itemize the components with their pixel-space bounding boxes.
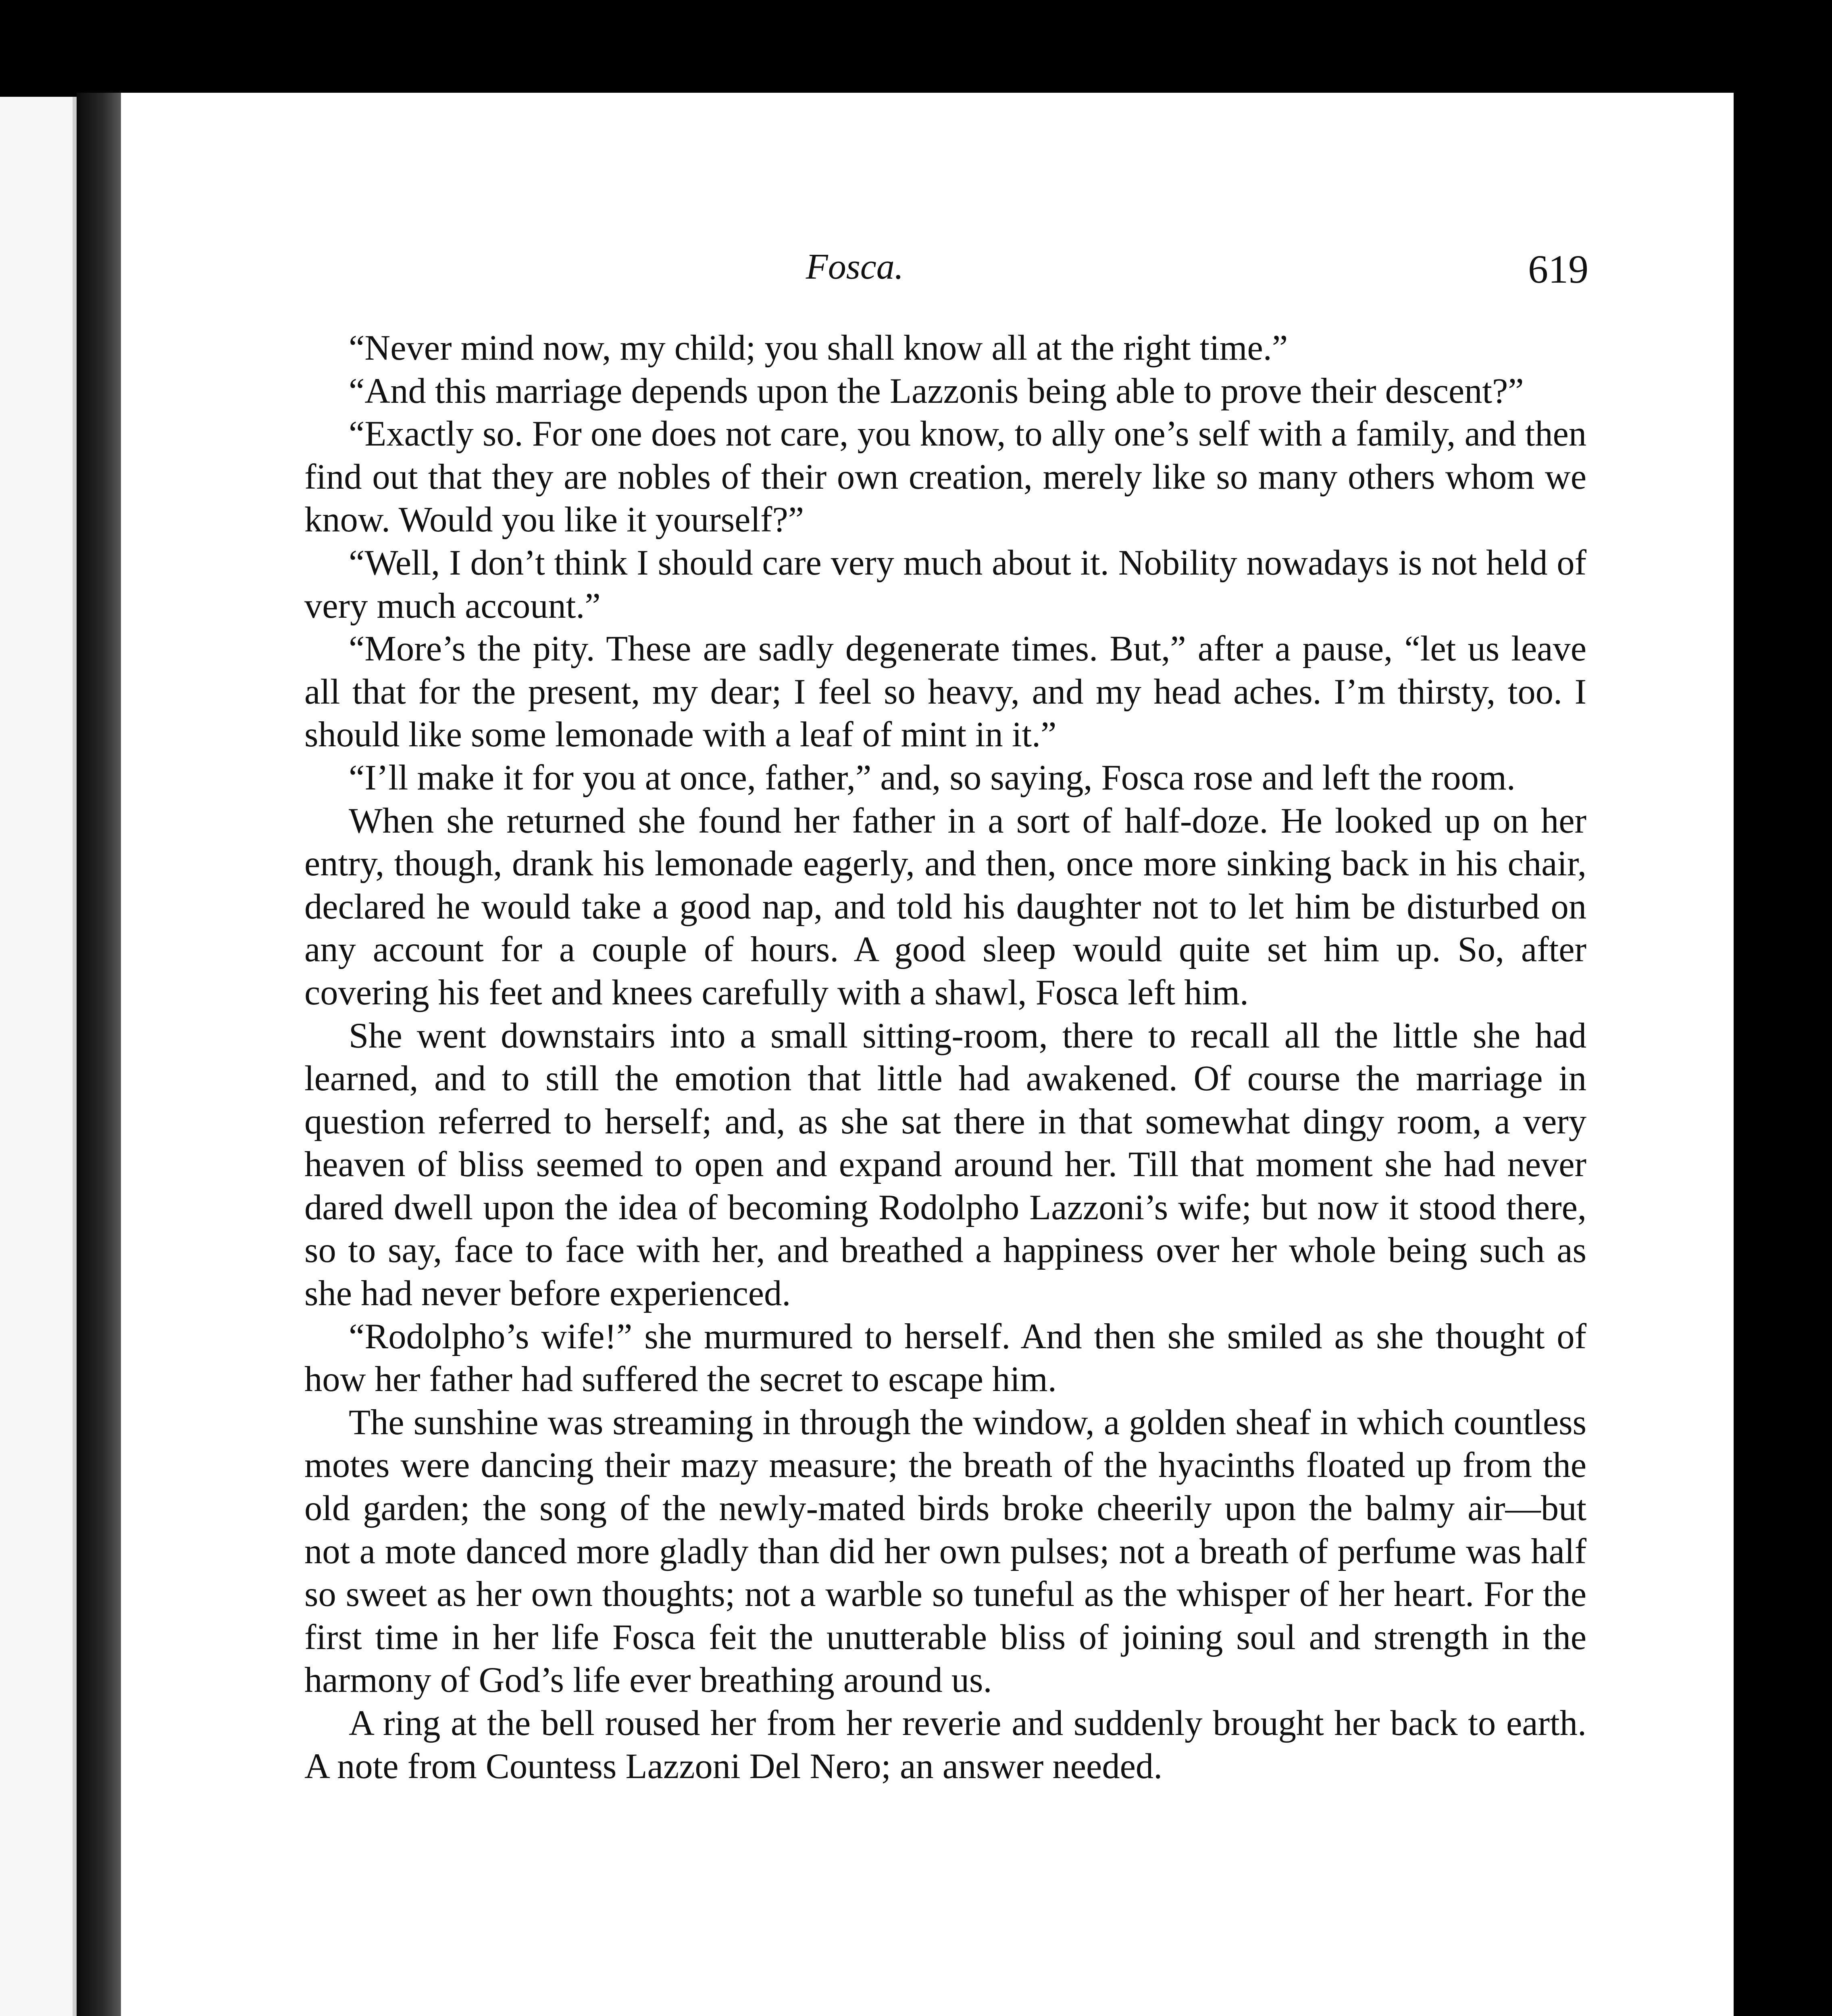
paragraph: “Well, I don’t think I should care very much about it. Nobility nowadays is not held of very much account.”	[304, 543, 1586, 626]
paragraph: A ring at the bell roused her from her reverie and suddenly brought her back to earth. A note from Countess Lazzoni Del Nero; an answer needed.	[304, 1704, 1586, 1786]
paragraph: “Exactly so. For one does not care, you know, to ally one’s self with a family, and then find out that they are nobles of their own creation, merely like so many others whom we know. Would you like it yourself?”	[304, 414, 1586, 540]
running-head	[121, 246, 1734, 302]
paragraph: She went downstairs into a small sitting-room, there to recall all the little she had learned, and to still the emotion that little had awakened. Of course the marriage in question referred to herself; and, as she sat there in that somewhat dingy room, a very heaven of bliss seemed to open and expand around her. Till that moment she had never dared dwell upon the idea of becoming Rodolpho Lazzoni’s wife; but now it stood there, so to say, face to face with her, and breathed a happiness over her whole being such as she had never before experienced.	[304, 1016, 1586, 1314]
paragraph: The sunshine was streaming in through the window, a golden sheaf in which countless motes were dancing their mazy measure; the breath of the hyacinths floated up from the old garden; the song of the newly-mated birds broke cheerily upon the balmy air—but not a mote danced more gladly than did her own pulses; not a breath of perfume was half so sweet as her own thoughts; not a warble so tuneful as the whisper of her heart. For the first time in her life Fosca feit the unutterable bliss of joining soul and strength in the harmony of God’s life ever breathing around us.	[304, 1402, 1586, 1700]
paragraph: “More’s the pity. These are sadly degenerate times. But,” after a pause, “let us leave all that for the present, my dear; I feel so heavy, and my head aches. I’m thirsty, too. I should like some lemonade with a leaf of mint in it.”	[304, 629, 1586, 755]
facing-page-edge	[0, 97, 77, 2016]
book-page	[121, 93, 1734, 2016]
paragraph: “And this marriage depends upon the Lazzonis being able to prove their descent?”	[349, 371, 1524, 411]
body-text	[304, 327, 1586, 1788]
paragraph: “I’ll make it for you at once, father,” and, so saying, Fosca rose and left the room.	[349, 758, 1516, 798]
paragraph: “Rodolpho’s wife!” she murmured to herself. And then she smiled as she thought of how her father had suffered the secret to escape him.	[304, 1316, 1586, 1400]
book-gutter	[77, 93, 121, 2016]
paragraph: “Never mind now, my child; you shall know all at the right time.”	[349, 328, 1288, 368]
running-title: Fosca.	[806, 247, 904, 287]
paragraph: When she returned she found her father in a sort of half-doze. He looked up on her entry, though, drank his lemonade eagerly, and then, once more sinking back in his chair, declared he would take a good nap, and told his daughter not to let him be disturbed on any account for a couple of hours. A good sleep would quite set him up. So, after covering his feet and knees carefully with a shawl, Fosca left him.	[304, 801, 1586, 1012]
page-number: 619	[1528, 247, 1588, 292]
